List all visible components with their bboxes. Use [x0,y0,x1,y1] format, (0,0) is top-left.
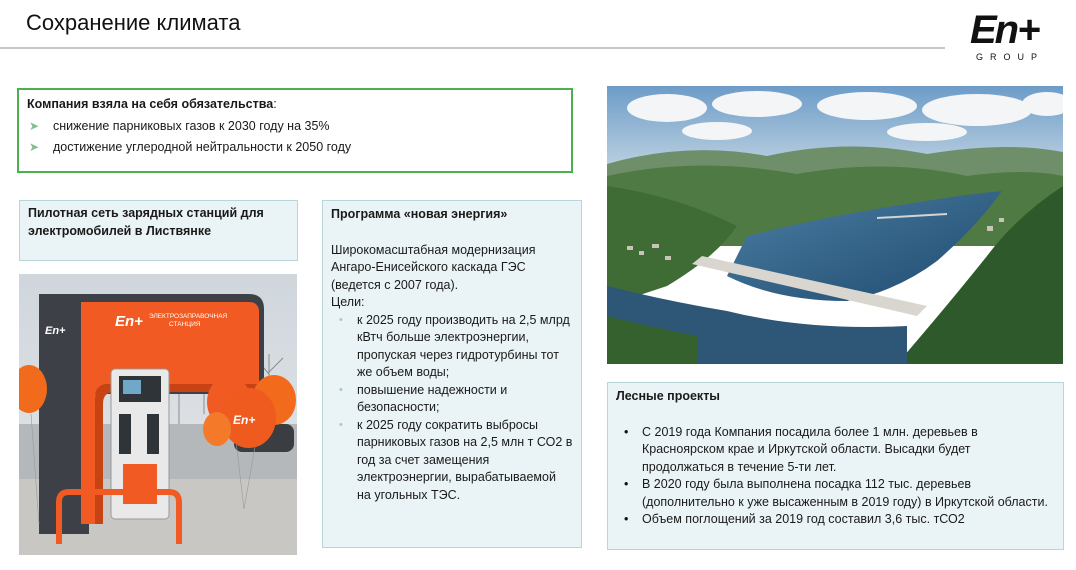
list-item [331,417,573,505]
station-sign-line-1: ЭЛЕКТРОЗАПРАВОЧНАЯ [149,313,228,320]
forest-item-text: Объем поглощений за 2019 год составил 3,6 тыс. тСО2 [642,512,965,526]
commitments-heading: Компания взяла на себя обязательства [27,97,274,111]
forest-item-text: В 2020 году была выполнена посадка 112 тыс. деревьев (дополнительно к уже высаженным в 2019 году) в Иркутской области. [642,477,1048,509]
station-logo-text: En+ [115,313,143,330]
page-title: Сохранение климата [26,10,241,35]
program-intro-line-1: Широкомасштабная модернизация [331,242,536,257]
company-logo [970,10,1062,70]
bullet-icon: • [624,424,629,439]
goal-text: к 2025 году производить на 2,5 млрд кВтч больше электроэнергии, пропуская через гидротурбины тот же объем воды; [357,312,570,379]
bullet-icon: • [339,418,343,431]
forest-projects-box [607,382,1064,550]
program-goals-list [331,312,573,505]
program-body [331,242,573,505]
logo-subtitle: GROUP [976,52,1045,62]
goal-text: повышение надежности и безопасности; [357,382,508,414]
arrow-bullet-icon: ➤ [29,118,40,133]
program-intro-line-2: Ангаро-Енисейского каскада ГЭС (ведется с 2007 года). [331,260,526,292]
arrow-bullet-icon: ➤ [29,140,40,154]
title-divider [0,47,945,49]
pilot-network-box [19,200,298,261]
commitments-heading-colon: : [273,97,277,111]
pillar-logo-text: En+ [45,325,66,337]
station-sign-line-2: СТАНЦИЯ [169,321,201,328]
program-goals-label: Цели: [331,295,365,309]
commitments-box [17,88,573,173]
goal-text: к 2025 году сократить выбросы парниковых газов на 2,5 млн т СО2 в год за счет замещения электроэнергии, вырабатываемой на угольных ТЭС. [357,417,573,502]
list-item [331,382,573,417]
list-item [616,511,1055,529]
list-item [616,476,1055,511]
charging-station-photo [19,274,297,555]
commitments-list [27,118,563,157]
bullet-icon: • [624,477,629,491]
commitment-text: снижение парниковых газов к 2030 году на 35% [53,118,330,133]
forest-item-text: С 2019 года Компания посадила более 1 млн. деревьев в Красноярском крае и Иркутской области. Высадки будет продолжаться в течение 5-ти лет. [642,424,978,474]
hydro-dam-photo [607,86,1063,364]
pilot-network-text: Пилотная сеть зарядных станций для электромобилей в Листвянке [28,206,264,238]
commitment-text: достижение углеродной нейтральности к 2050 году [53,140,352,154]
bullet-icon: • [624,512,629,526]
list-item [27,118,563,136]
list-item [616,424,1055,477]
balloon-logo-text: En+ [233,413,256,427]
forest-list [616,424,1055,529]
list-item [331,312,573,382]
bullet-icon: • [339,383,343,396]
new-energy-program-box [322,200,582,548]
program-heading: Программа «новая энергия» [331,207,508,221]
list-item [27,139,563,157]
bullet-icon: • [339,313,343,326]
forest-heading: Лесные проекты [616,389,720,403]
logo-wordmark: En+ [970,8,1039,52]
